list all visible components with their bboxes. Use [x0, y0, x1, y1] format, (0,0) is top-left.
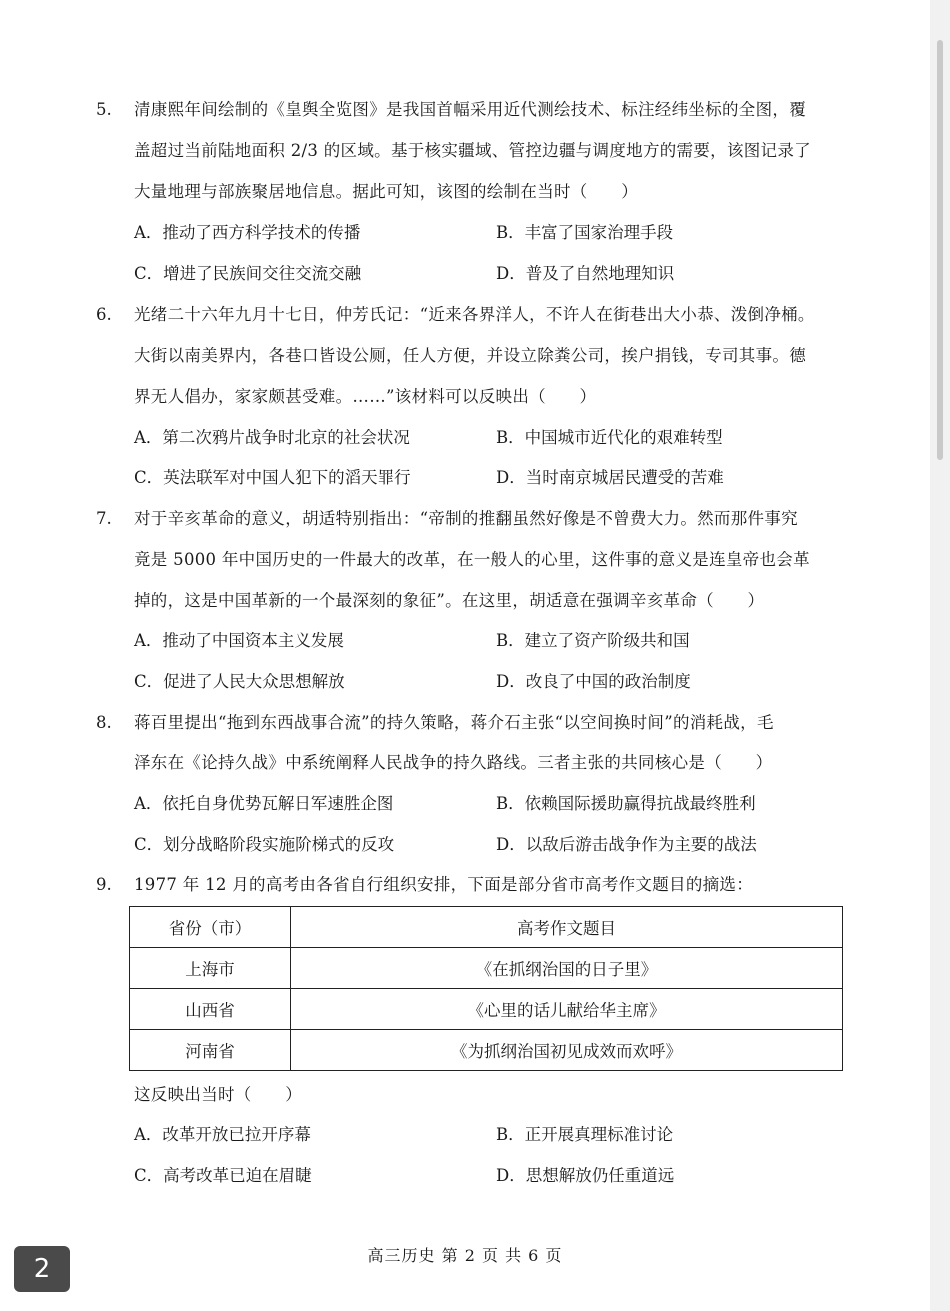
table-row	[130, 948, 843, 989]
option-d: D．普及了自然地理知识	[496, 264, 675, 283]
option-b: B．建立了资产阶级共和国	[496, 631, 690, 650]
option-d: D．改良了中国的政治制度	[496, 672, 691, 691]
scrollbar-thumb[interactable]	[937, 40, 943, 460]
option-c: C．增进了民族间交往交流交融	[134, 264, 362, 283]
question-text: 泽东在《论持久战》中系统阐释人民战争的持久路线。三者主张的共同核心是（ ）	[134, 753, 773, 772]
option-a: A．依托自身优势瓦解日军速胜企图	[134, 794, 394, 813]
option-a: A．第二次鸦片战争时北京的社会状况	[134, 428, 410, 447]
option-d: D．以敌后游击战争作为主要的战法	[496, 835, 757, 854]
question-text: 光绪二十六年九月十七日，仲芳氏记：“近来各界洋人，不许人在街巷出大小恭、泼倒净桶。	[134, 305, 815, 324]
option-c: C．划分战略阶段实施阶梯式的反攻	[134, 835, 395, 854]
question-text: 蒋百里提出“拖到东西战事合流”的持久策略，蒋介石主张“以空间换时间”的消耗战，毛	[134, 713, 774, 732]
question-number: 6.	[96, 305, 112, 324]
option-a: A．改革开放已拉开序幕	[134, 1125, 311, 1144]
question-text: 这反映出当时（ ）	[134, 1085, 302, 1104]
question-text: 对于辛亥革命的意义，胡适特别指出：“帝制的推翻虽然好像是不曾费大力。然而那件事究	[134, 509, 798, 528]
page-footer: 高三历史 第 2 页 共 6 页	[367, 1246, 563, 1265]
table-cell-topic: 《心里的话儿献给华主席》	[291, 989, 843, 1030]
vertical-scrollbar[interactable]	[930, 0, 950, 1311]
option-c: C．高考改革已迫在眉睫	[134, 1166, 312, 1185]
option-d: D．思想解放仍任重道远	[496, 1166, 675, 1185]
option-b: B．中国城市近代化的艰难转型	[496, 428, 723, 447]
option-b: B．依赖国际援助赢得抗战最终胜利	[496, 794, 756, 813]
question-number: 9.	[96, 875, 112, 894]
page-number-badge[interactable]: 2	[14, 1246, 70, 1292]
table-cell-province: 河南省	[130, 1030, 291, 1071]
table-row	[130, 1030, 843, 1071]
question-text: 盖超过当前陆地面积 2/3 的区域。基于核实疆域、管控边疆与调度地方的需要，该图记录了	[134, 141, 811, 160]
table-header-province: 省份（市）	[130, 907, 291, 948]
table-cell-province: 山西省	[130, 989, 291, 1030]
question-text: 大量地理与部族聚居地信息。据此可知，该图的绘制在当时（ ）	[134, 182, 638, 201]
table-row	[130, 989, 843, 1030]
option-b: B．丰富了国家治理手段	[496, 223, 674, 242]
question-text: 界无人倡办，家家颇甚受难。……”该材料可以反映出（ ）	[134, 387, 597, 406]
question-text: 大街以南美界内，各巷口皆设公厕，任人方便，并设立除粪公司，挨户捐钱，专司其事。德	[134, 346, 806, 365]
question-text: 1977 年 12 月的高考由各省自行组织安排，下面是部分省市高考作文题目的摘选：	[134, 875, 754, 894]
essay-topics-table	[129, 906, 843, 1071]
table-cell-topic: 《为抓纲治国初见成效而欢呼》	[291, 1030, 843, 1071]
option-b: B．正开展真理标准讨论	[496, 1125, 674, 1144]
question-text: 清康熙年间绘制的《皇舆全览图》是我国首幅采用近代测绘技术、标注经纬坐标的全图，覆	[134, 100, 806, 119]
option-a: A．推动了西方科学技术的传播	[134, 223, 361, 242]
question-text: 竟是 5000 年中国历史的一件最大的改革，在一般人的心里，这件事的意义是连皇帝也会革	[134, 550, 810, 569]
table-header-topic: 高考作文题目	[291, 907, 843, 948]
question-number: 5.	[96, 100, 112, 119]
table-header-row	[130, 907, 843, 948]
option-c: C．英法联军对中国人犯下的滔天罪行	[134, 468, 411, 487]
question-text: 掉的，这是中国革新的一个最深刻的象征”。在这里，胡适意在强调辛亥革命（ ）	[134, 591, 765, 610]
table-cell-topic: 《在抓纲治国的日子里》	[291, 948, 843, 989]
table-cell-province: 上海市	[130, 948, 291, 989]
question-number: 8.	[96, 713, 112, 732]
question-number: 7.	[96, 509, 112, 528]
option-c: C．促进了人民大众思想解放	[134, 672, 345, 691]
option-d: D．当时南京城居民遭受的苦难	[496, 468, 724, 487]
option-a: A．推动了中国资本主义发展	[134, 631, 344, 650]
